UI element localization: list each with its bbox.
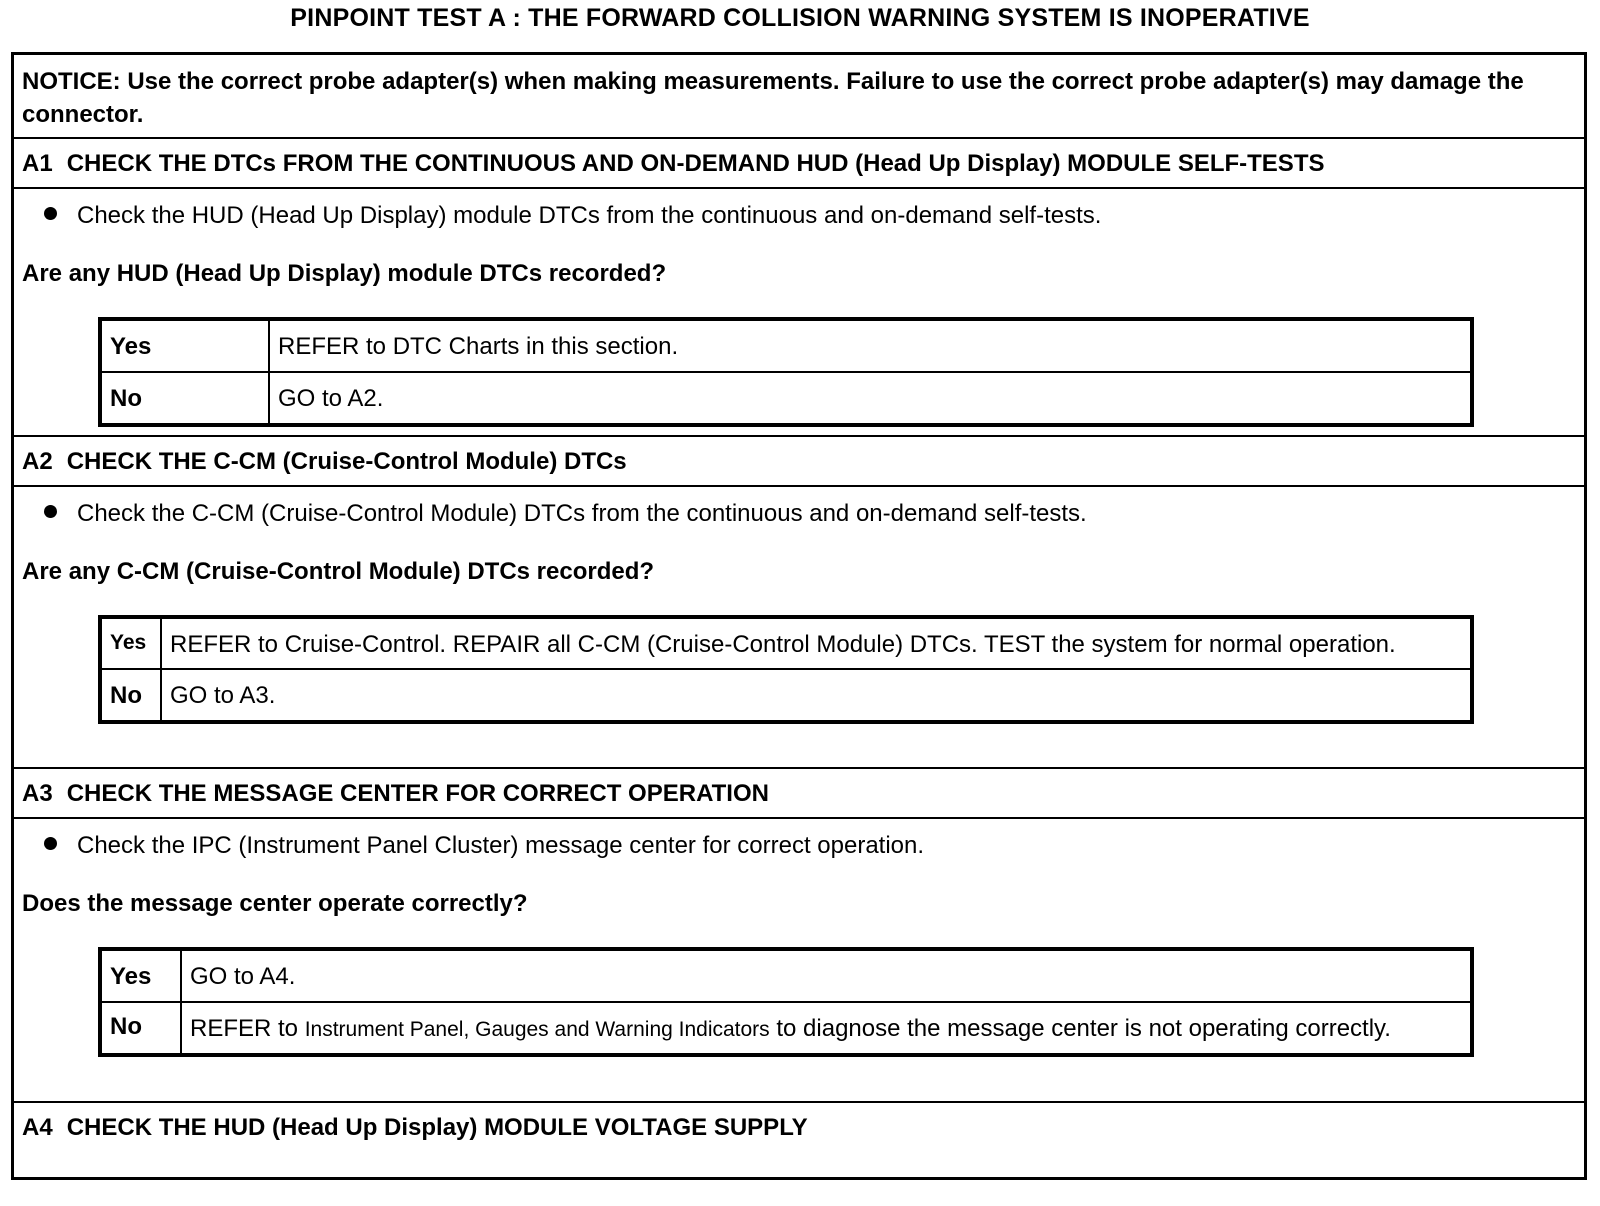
answer-option: No	[100, 372, 269, 425]
answer-option: Yes	[100, 319, 269, 372]
step-id: A4	[22, 1114, 53, 1141]
answer-option: No	[100, 669, 161, 722]
action-prefix: REFER to	[190, 1015, 299, 1042]
question: Are any HUD (Head Up Display) module DTCs recorded?	[22, 260, 667, 287]
table-row	[100, 372, 1472, 425]
notice: NOTICE: Use the correct probe adapter(s) when making measurements. Failure to use the correct probe adapter(s) may damage the connector.	[14, 55, 1584, 139]
step-a2-body	[14, 487, 1584, 769]
step-title: CHECK THE C-CM (Cruise-Control Module) DTCs	[66, 448, 627, 475]
answer-action: GO to A3.	[161, 669, 1472, 722]
step-a1-heading	[14, 139, 1584, 189]
answer-action: REFER to Cruise-Control. REPAIR all C-CM (Cruise-Control Module) DTCs. TEST the system for normal operation.	[161, 617, 1472, 669]
page-title: PINPOINT TEST A : THE FORWARD COLLISION WARNING SYSTEM IS INOPERATIVE	[290, 4, 1310, 32]
instruction-text: Check the HUD (Head Up Display) module DTCs from the continuous and on-demand self-tests.	[77, 202, 1102, 229]
step-a2-heading	[14, 437, 1584, 487]
table-row	[100, 617, 1472, 669]
bullet-icon	[44, 505, 57, 518]
answer-action: REFER to DTC Charts in this section.	[269, 319, 1472, 372]
action-suffix: to diagnose the message center is not operating correctly.	[776, 1015, 1391, 1042]
answer-table	[98, 317, 1474, 427]
cross-reference-link[interactable]: Instrument Panel, Gauges and Warning Indicators	[304, 1018, 770, 1041]
step-id: A2	[22, 448, 53, 475]
instruction-item	[44, 201, 1101, 231]
step-id: A1	[22, 150, 53, 177]
instruction-item	[44, 831, 924, 861]
answer-table	[98, 615, 1474, 724]
pinpoint-test-table	[11, 52, 1587, 1180]
step-a3-heading	[14, 769, 1584, 819]
answer-action: GO to A2.	[269, 372, 1472, 425]
answer-action	[181, 1002, 1472, 1055]
bullet-icon	[44, 207, 57, 220]
answer-option: No	[100, 1002, 181, 1055]
question: Does the message center operate correctly?	[22, 890, 528, 917]
instruction-item	[44, 499, 1087, 529]
table-row	[100, 319, 1472, 372]
answer-option: Yes	[100, 617, 161, 669]
answer-table	[98, 947, 1474, 1057]
step-title: CHECK THE HUD (Head Up Display) MODULE VOLTAGE SUPPLY	[66, 1114, 808, 1141]
step-a1-body	[14, 189, 1584, 437]
bullet-icon	[44, 837, 57, 850]
step-a3-body	[14, 819, 1584, 1103]
step-title: CHECK THE MESSAGE CENTER FOR CORRECT OPERATION	[66, 780, 769, 807]
instruction-text: Check the C-CM (Cruise-Control Module) DTCs from the continuous and on-demand self-tests.	[77, 500, 1087, 527]
answer-option: Yes	[100, 949, 181, 1002]
step-a4-heading	[14, 1103, 1584, 1153]
question: Are any C-CM (Cruise-Control Module) DTCs recorded?	[22, 558, 655, 585]
table-row	[100, 949, 1472, 1002]
table-row	[100, 669, 1472, 722]
step-id: A3	[22, 780, 53, 807]
step-title: CHECK THE DTCs FROM THE CONTINUOUS AND ON-DEMAND HUD (Head Up Display) MODULE SELF-TESTS	[66, 150, 1325, 177]
instruction-text: Check the IPC (Instrument Panel Cluster) message center for correct operation.	[77, 832, 925, 859]
table-row	[100, 1002, 1472, 1055]
answer-action: GO to A4.	[181, 949, 1472, 1002]
